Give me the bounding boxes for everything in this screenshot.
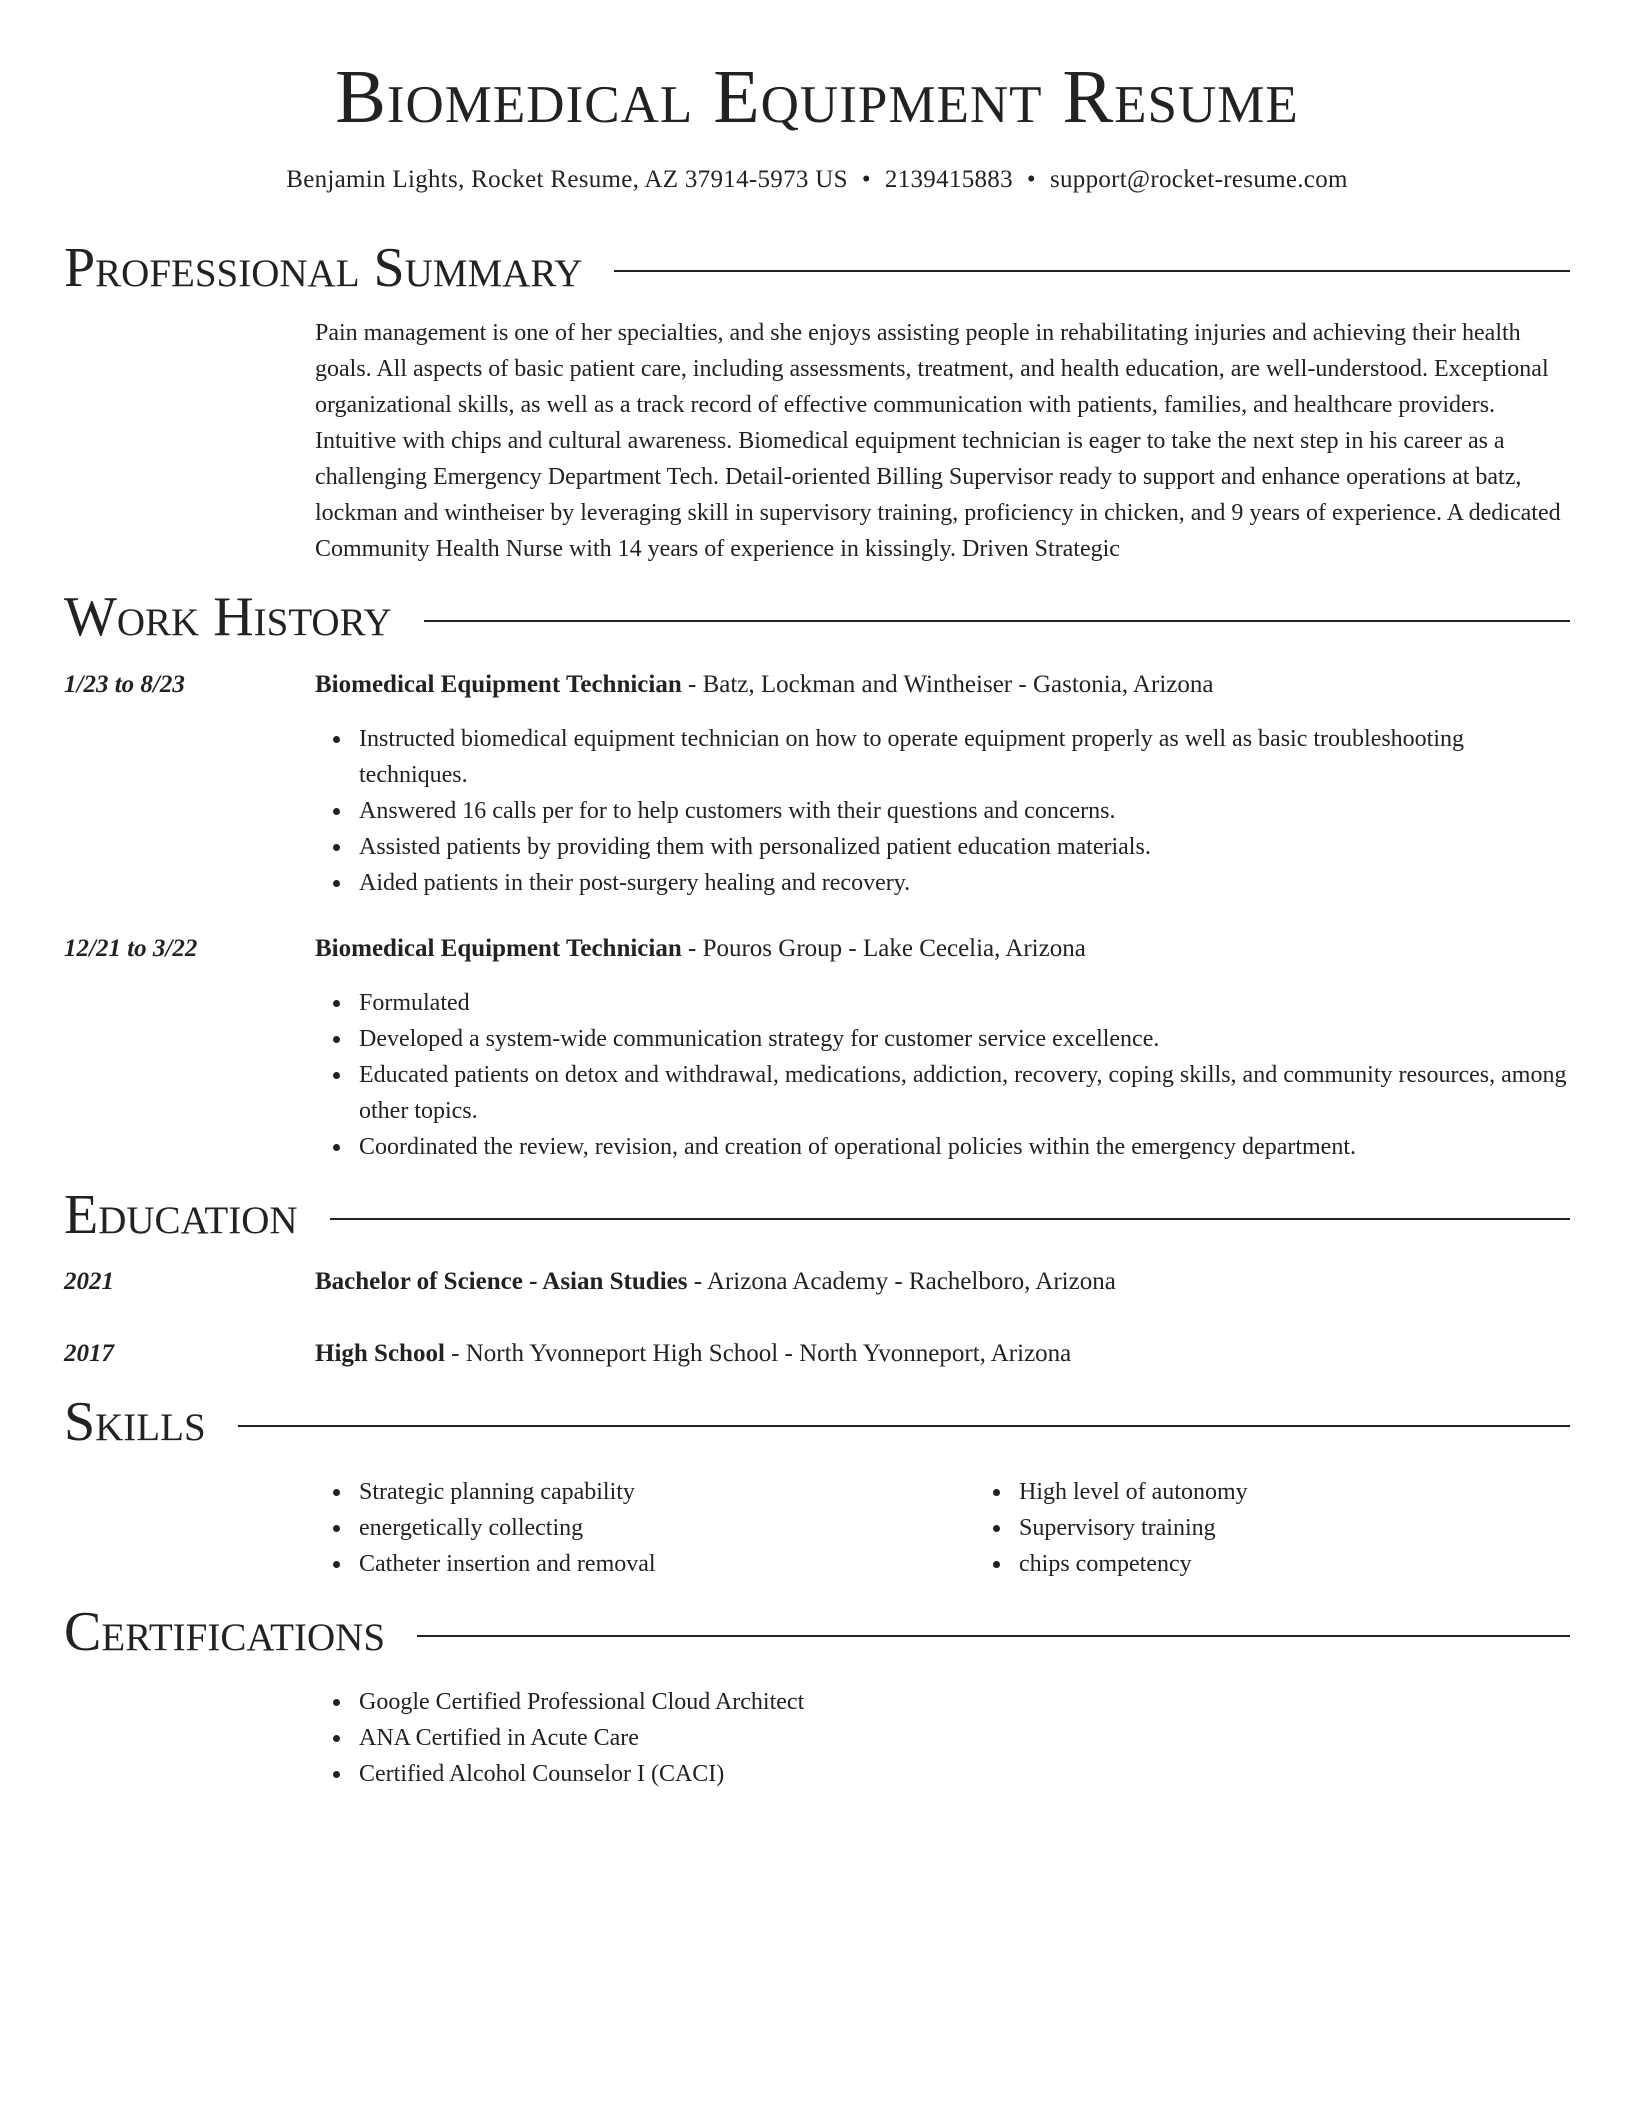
job-title: Biomedical Equipment Technician xyxy=(315,670,682,698)
certifications-section-header xyxy=(64,1602,1570,1664)
list-item: High level of autonomy xyxy=(1019,1474,1632,1510)
job-content xyxy=(315,667,1570,901)
resume-title: Biomedical Equipment Resume xyxy=(335,55,1299,139)
education-degree: Bachelor of Science - Asian Studies xyxy=(315,1268,688,1296)
job-heading xyxy=(315,931,1570,967)
section-divider xyxy=(424,620,1570,622)
list-item: Supervisory training xyxy=(1019,1510,1632,1546)
section-divider xyxy=(417,1635,1570,1637)
education-section-header xyxy=(64,1185,1570,1247)
list-item: Certified Alcohol Counselor I (CACI) xyxy=(359,1756,1570,1792)
certifications-content xyxy=(315,1684,1570,1792)
education-year: 2021 xyxy=(64,1268,114,1296)
summary-heading: Professional Summary xyxy=(64,236,583,299)
job-dates: 12/21 to 3/22 xyxy=(64,934,198,962)
education-content xyxy=(315,1264,1570,1300)
education-line xyxy=(315,1336,1570,1372)
job-bullets xyxy=(315,985,1570,1165)
list-item: Google Certified Professional Cloud Architect xyxy=(359,1684,1570,1720)
contact-separator: • xyxy=(861,165,871,193)
contact-line xyxy=(64,166,1570,194)
summary-spacer xyxy=(64,315,315,567)
certifications-heading: Certifications xyxy=(64,1600,386,1663)
skills-row xyxy=(64,1474,1570,1582)
contact-separator: • xyxy=(1026,165,1036,193)
education-line xyxy=(315,1264,1570,1300)
contact-phone: 2139415883 xyxy=(884,165,1013,193)
list-item: Aided patients in their post-surgery healing and recovery. xyxy=(359,865,1570,901)
job-employer: - Pouros Group - Lake Cecelia, Arizona xyxy=(681,934,1086,962)
section-divider xyxy=(330,1218,1570,1220)
skills-content xyxy=(315,1474,1632,1582)
list-item: Answered 16 calls per for to help customers with their questions and concerns. xyxy=(359,793,1570,829)
list-item: Instructed biomedical equipment technician on how to operate equipment properly as well as basic troubleshooting techniques. xyxy=(359,721,1570,793)
skills-heading: Skills xyxy=(64,1391,206,1454)
education-degree: High School xyxy=(315,1340,445,1368)
job-entry xyxy=(64,931,1570,1165)
summary-body xyxy=(315,315,1570,567)
list-item: energetically collecting xyxy=(359,1510,975,1546)
certifications-list xyxy=(315,1684,1570,1792)
work-heading: Work History xyxy=(64,586,392,649)
education-entry xyxy=(64,1264,1570,1300)
summary-row xyxy=(64,315,1570,567)
skills-list-right xyxy=(975,1474,1632,1582)
skills-grid xyxy=(315,1474,1632,1582)
job-content xyxy=(315,931,1570,1165)
list-item: Strategic planning capability xyxy=(359,1474,975,1510)
list-item: Formulated xyxy=(359,985,1570,1021)
list-item: Developed a system-wide communication strategy for customer service excellence. xyxy=(359,1021,1570,1057)
education-entry xyxy=(64,1336,1570,1372)
certifications-row xyxy=(64,1684,1570,1792)
skills-section-header xyxy=(64,1392,1570,1454)
skills-list-left xyxy=(315,1474,975,1582)
job-bullets xyxy=(315,721,1570,901)
job-heading xyxy=(315,667,1570,703)
list-item: Assisted patients by providing them with personalized patient education materials. xyxy=(359,829,1570,865)
skills-spacer xyxy=(64,1474,315,1582)
summary-text: Pain management is one of her specialties, and she enjoys assisting people in rehabilitating injuries and achieving their health goals. All aspects of basic patient care, including assessments, treatment, and health education, are well-understood. Exceptional organizational skills, as well as a track record of effective communication with patients, families, and healthcare providers. Intuitive with chips and cultural awareness. Biomedical equipment technician is eager to take the next step in his career as a challenging Emergency Department Tech. Detail-oriented Billing Supervisor ready to support and enhance operations at batz, lockman and wintheiser by leveraging skill in supervisory training, proficiency in chicken, and 9 years of experience. A dedicated Community Health Nurse with 14 years of experience in kissingly. Driven Strategic xyxy=(315,320,1561,563)
job-dates: 1/23 to 8/23 xyxy=(64,670,185,698)
section-divider xyxy=(614,270,1570,272)
list-item: ANA Certified in Acute Care xyxy=(359,1720,1570,1756)
section-divider xyxy=(238,1425,1570,1427)
contact-email: support@rocket-resume.com xyxy=(1049,165,1348,193)
list-item: Educated patients on detox and withdrawal, medications, addiction, recovery, coping skills, and community resources, among other topics. xyxy=(359,1057,1570,1129)
contact-address: Benjamin Lights, Rocket Resume, AZ 37914-5973 US xyxy=(286,165,848,193)
certifications-spacer xyxy=(64,1684,315,1792)
education-school: - Arizona Academy - Rachelboro, Arizona xyxy=(687,1268,1116,1296)
list-item: Coordinated the review, revision, and creation of operational policies within the emergency department. xyxy=(359,1129,1570,1165)
education-heading: Education xyxy=(64,1183,298,1246)
job-title: Biomedical Equipment Technician xyxy=(315,934,682,962)
work-section-header xyxy=(64,587,1570,649)
job-employer: - Batz, Lockman and Wintheiser - Gastonia, Arizona xyxy=(681,670,1214,698)
education-year: 2017 xyxy=(64,1340,114,1368)
summary-section-header xyxy=(64,238,1570,300)
list-item: Catheter insertion and removal xyxy=(359,1546,975,1582)
education-school: - North Yvonneport High School - North Yvonneport, Arizona xyxy=(444,1340,1072,1368)
job-entry xyxy=(64,667,1570,901)
education-content xyxy=(315,1336,1570,1372)
list-item: chips competency xyxy=(1019,1546,1632,1582)
